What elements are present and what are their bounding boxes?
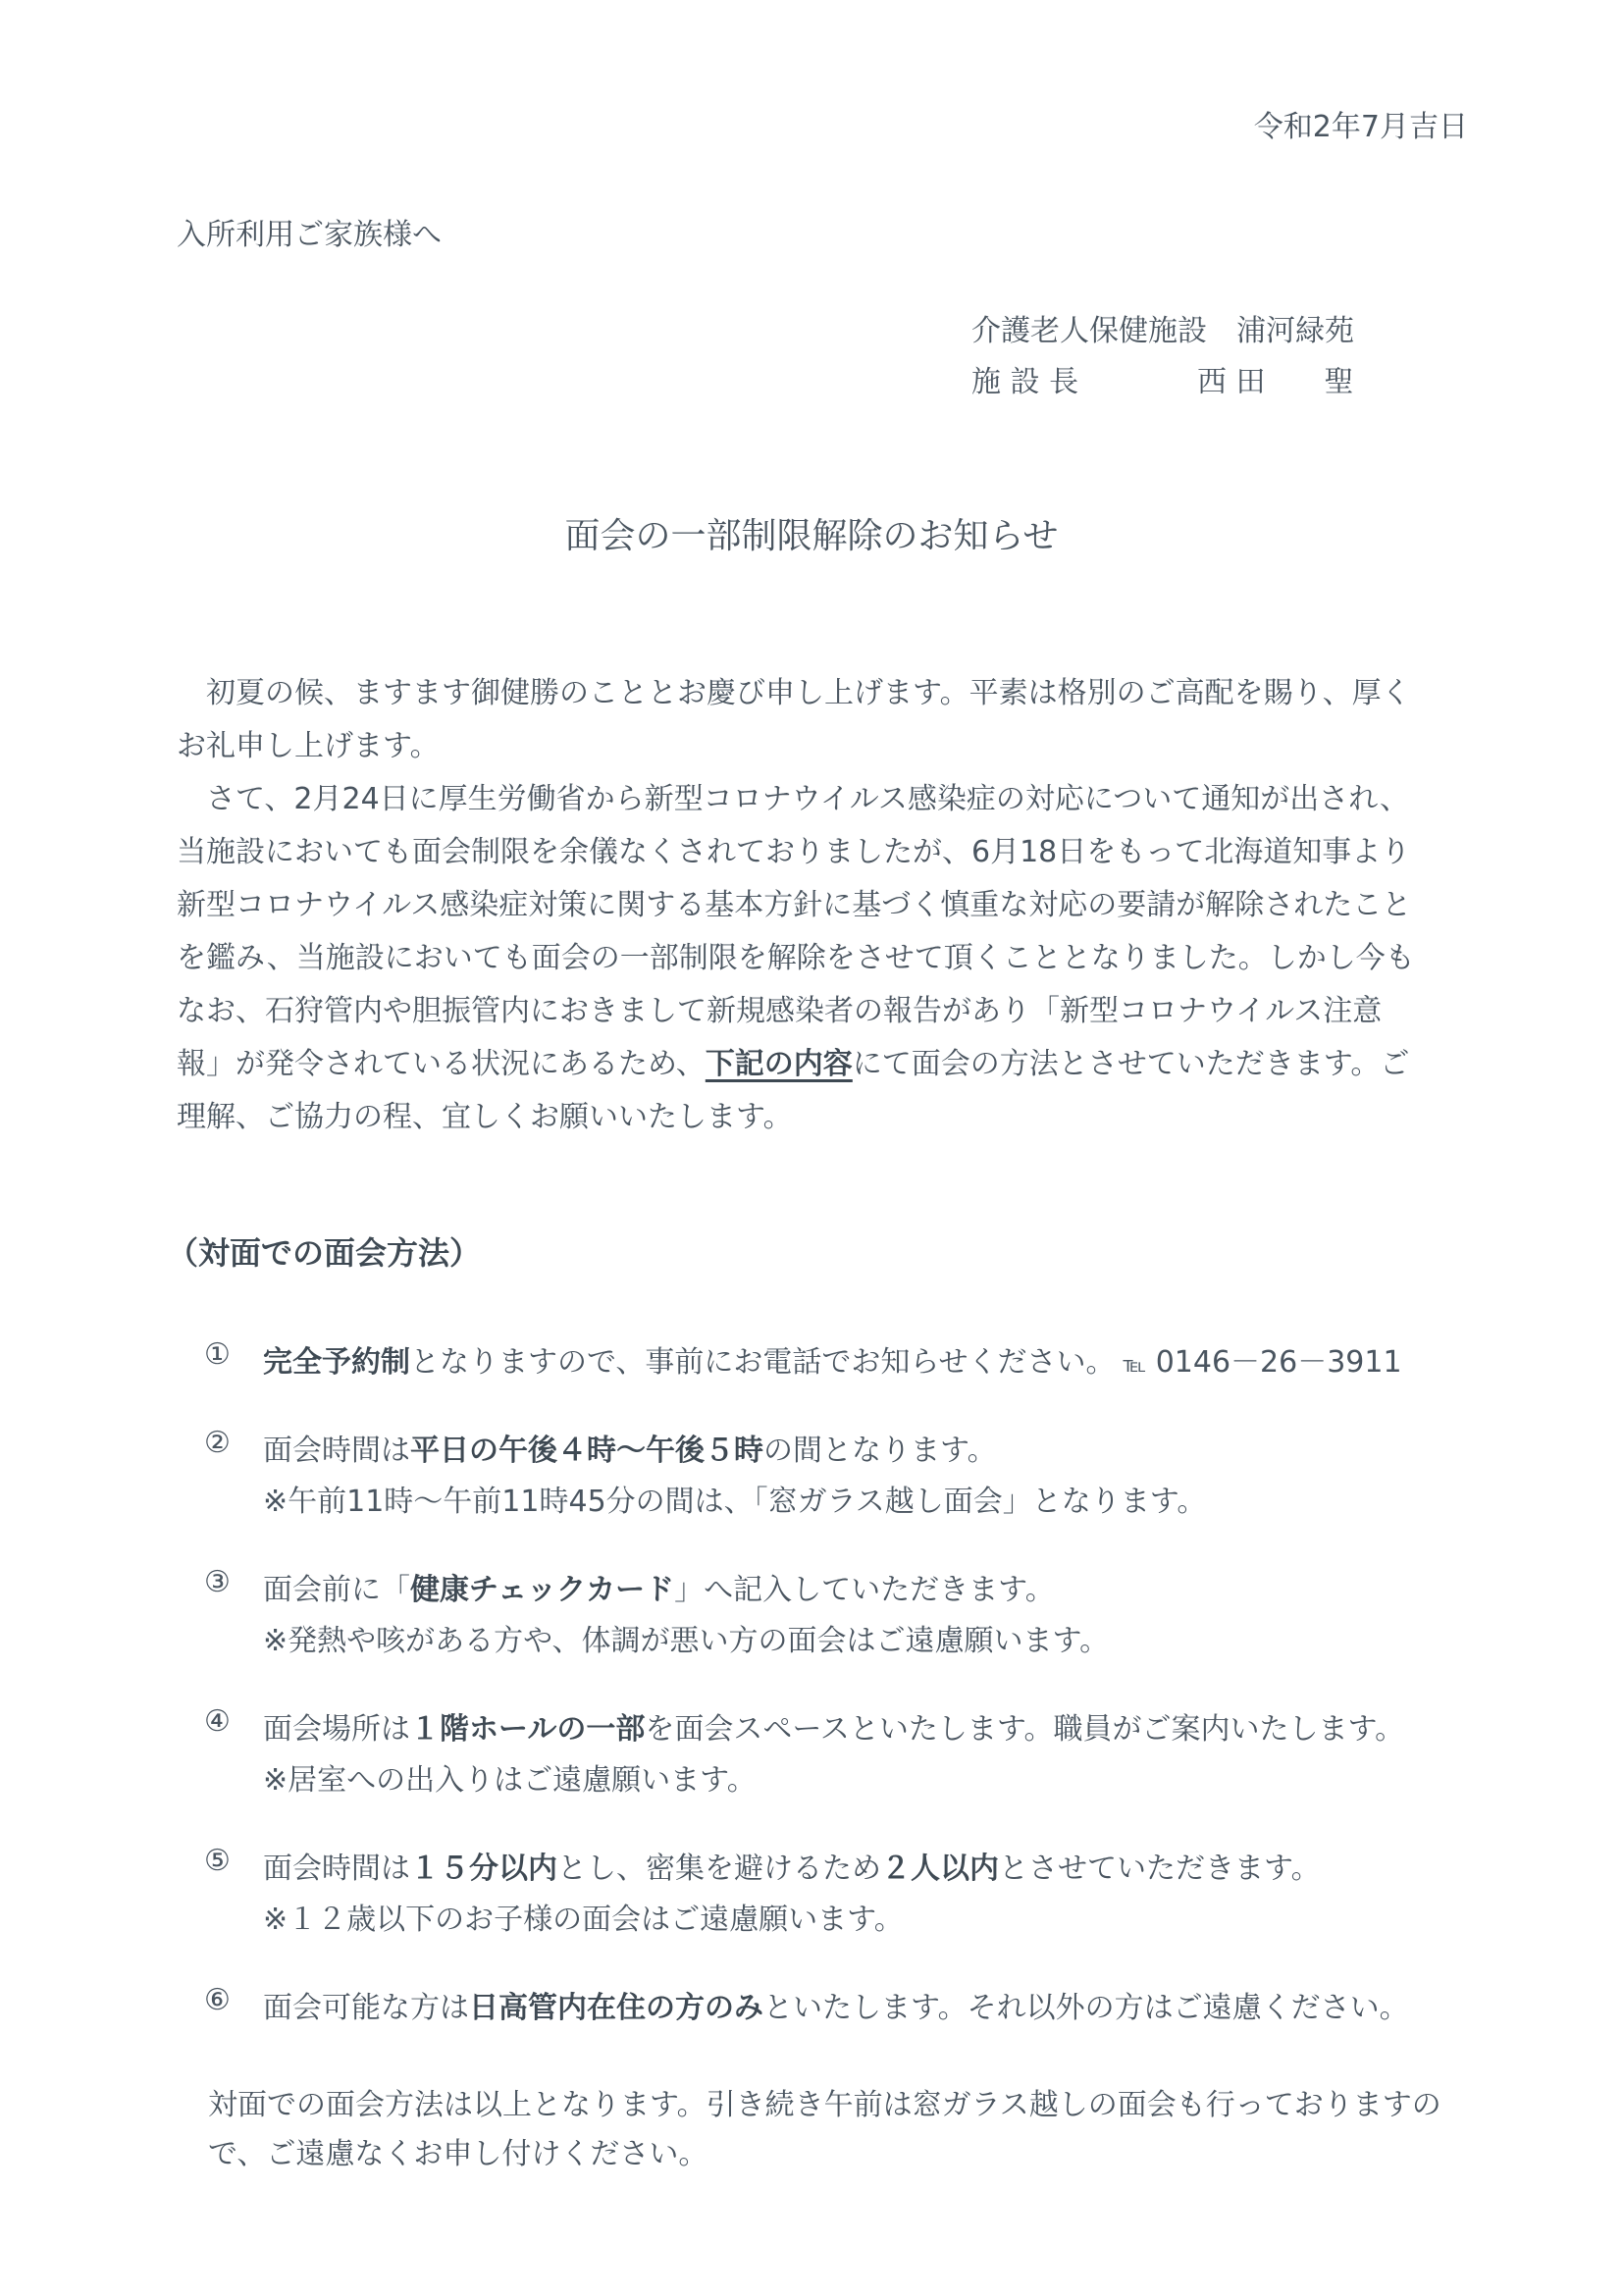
item-bold: 完全予約制	[263, 1345, 410, 1380]
list-item	[263, 1704, 1404, 1748]
body-line: さて、2月24日に厚生労働省から新型コロナウイルス感染症の対応について通知が出され、	[206, 782, 1410, 816]
item-text: 」へ記入していただきます。	[674, 1573, 1055, 1607]
underlined-emphasis: 下記の内容	[705, 1047, 853, 1081]
sender-title-block	[971, 357, 1354, 400]
item-text: とし、密集を避けるため	[557, 1852, 881, 1886]
body-line	[177, 1039, 1409, 1082]
item-text: を面会スペースといたします。職員がご案内いたします。	[645, 1712, 1405, 1747]
closing-line: で、ご遠慮なくお申し付けください。	[208, 2137, 708, 2171]
document-title: 面会の一部制限解除のお知らせ	[564, 516, 1059, 556]
item-number: ④	[204, 1704, 231, 1739]
body-line: なお、石狩管内や胆振管内におきまして新規感染者の報告があり「新型コロナウイルス注意	[177, 994, 1383, 1028]
section-heading: （対面での面会方法）	[167, 1234, 482, 1272]
item-text: 面会場所は	[263, 1712, 410, 1747]
item-bold: １５分以内	[410, 1852, 557, 1886]
item-number: ③	[204, 1565, 231, 1599]
item-note: ※居室への出入りはご遠慮願います。	[263, 1763, 757, 1798]
sender-title: 施 設 長	[971, 365, 1079, 399]
body-line: 理解、ご協力の程、宜しくお願いいたします。	[177, 1100, 793, 1134]
body-text-segment: 報」が発令されている状況にあるため、	[177, 1047, 706, 1081]
list-item	[263, 1565, 1055, 1608]
item-note: ※午前11時～午前11時45分の間は、「窓ガラス越し面会」となります。	[263, 1485, 1207, 1519]
closing-paragraph	[208, 2080, 1441, 2171]
item-number: ⑤	[204, 1844, 231, 1878]
list-item	[263, 1844, 1321, 1887]
addressee: 入所利用ご家族様へ	[177, 218, 442, 252]
list-item	[263, 1337, 1402, 1381]
item-text: の間となります。	[763, 1434, 997, 1468]
sender-name: 西 田 聖	[1197, 365, 1354, 399]
item-text: となりますので、事前にお電話でお知らせください。	[410, 1345, 1116, 1380]
item-note: ※１２歳以下のお子様の面会はご遠慮願います。	[263, 1903, 904, 1937]
item-bold: １階ホールの一部	[410, 1712, 646, 1747]
list-item	[263, 1983, 1409, 2026]
item-bold: 健康チェックカード	[410, 1573, 675, 1607]
body-line: お礼申し上げます。	[177, 729, 440, 763]
item-text: といたします。それ以外の方はご遠慮ください。	[763, 1991, 1409, 2025]
closing-line: 対面での面会方法は以上となります。引き続き午前は窓ガラス越しの面会も行っておりますの	[208, 2088, 1441, 2122]
item-text: 面会時間は	[263, 1852, 410, 1886]
body-line: 初夏の候、ますます御健勝のこととお慶び申し上げます。平素は格別のご高配を賜り、厚く	[206, 676, 1411, 710]
body-line: 当施設においても面会制限を余儀なくされておりましたが、6月18日をもって北海道知事より	[177, 835, 1411, 869]
document-date: 令和2年7月吉日	[1253, 110, 1468, 144]
list-item	[263, 1426, 997, 1469]
item-text: 面会時間は	[263, 1434, 410, 1468]
item-bold: ２人以内	[881, 1852, 999, 1886]
body-text-segment: にて面会の方法とさせていただきます。ご	[852, 1047, 1410, 1081]
item-bold: 平日の午後４時～午後５時	[410, 1434, 763, 1468]
tel-number: 0146－26－3911	[1155, 1345, 1402, 1380]
item-text: 面会前に「	[263, 1573, 410, 1607]
item-number: ⑥	[204, 1983, 231, 2017]
sender-organization: 介護老人保健施設 浦河緑苑	[971, 314, 1354, 348]
body-line: を鑑み、当施設においても面会の一部制限を解除をさせて頂くこととなりました。しかし今も	[177, 941, 1415, 975]
body-line: 新型コロナウイルス感染症対策に関する基本方針に基づく慎重な対応の要請が解除されたこと	[177, 888, 1412, 922]
item-number: ②	[204, 1426, 231, 1460]
item-text: 面会可能な方は	[263, 1991, 469, 2025]
tel-label: ℡	[1123, 1353, 1147, 1378]
item-number: ①	[204, 1337, 231, 1372]
item-note: ※発熱や咳がある方や、体調が悪い方の面会はご遠慮願います。	[263, 1624, 1110, 1658]
item-bold: 日高管内在住の方のみ	[469, 1991, 763, 2025]
item-text: とさせていただきます。	[999, 1852, 1321, 1886]
